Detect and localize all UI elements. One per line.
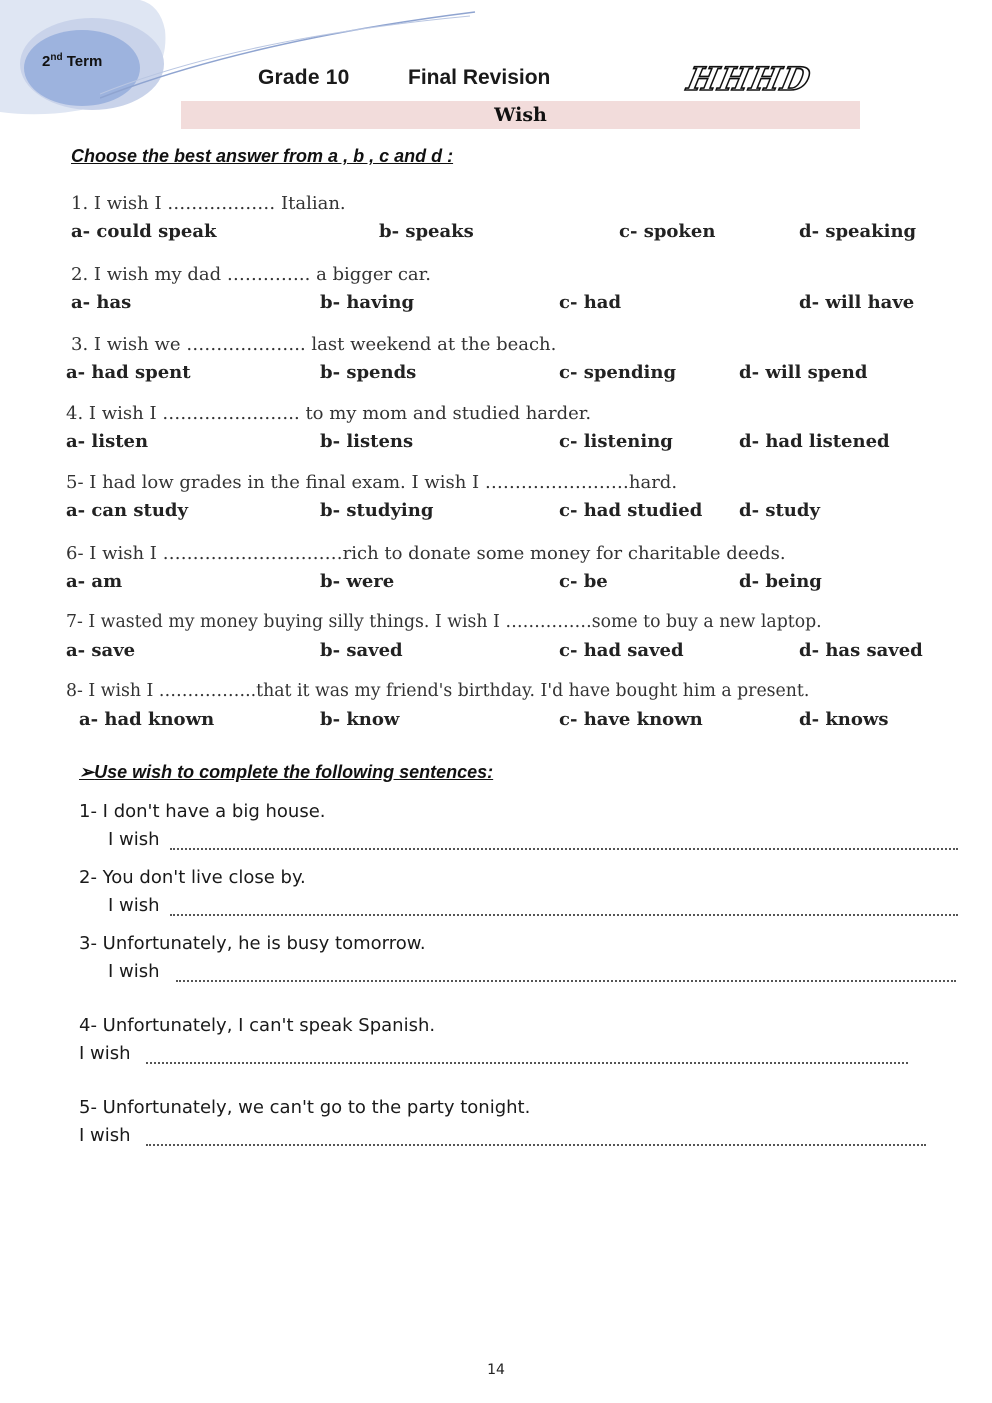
answer-line[interactable] bbox=[170, 834, 958, 850]
option-c: c- had bbox=[559, 292, 622, 313]
option-c: c- have known bbox=[559, 709, 703, 730]
option-d: d- being bbox=[739, 571, 822, 592]
topic-bar bbox=[181, 101, 860, 129]
grade-label: Grade 10 bbox=[258, 66, 350, 89]
option-b: b- were bbox=[320, 571, 395, 592]
item-prompt: I wish bbox=[108, 895, 160, 916]
question-stem: 3. I wish we ……………….. last weekend at the beach. bbox=[71, 334, 557, 355]
option-b: b- listens bbox=[320, 431, 414, 452]
answer-line[interactable] bbox=[146, 1130, 926, 1146]
section1-instruction: Choose the best answer from a , b , c and d : bbox=[71, 146, 454, 166]
option-d: d- knows bbox=[799, 709, 889, 730]
term-label: 2nd Term bbox=[42, 52, 103, 70]
item-prompt: I wish bbox=[79, 1125, 131, 1146]
option-b: b- know bbox=[320, 709, 400, 730]
question-stem: 6- I wish I …………………………rich to donate some money for charitable deeds. bbox=[66, 543, 786, 564]
option-d: d- study bbox=[739, 500, 820, 521]
question-stem: 2. I wish my dad ………….. a bigger car. bbox=[71, 264, 431, 285]
option-a: a- can study bbox=[66, 500, 188, 521]
option-c: c- had saved bbox=[559, 640, 684, 661]
option-d: d- has saved bbox=[799, 640, 923, 661]
section2-instruction: ➢Use wish to complete the following sentences: bbox=[79, 762, 494, 782]
option-b: b- studying bbox=[320, 500, 434, 521]
page-number: 14 bbox=[487, 1362, 505, 1378]
question-stem: 1. I wish I ……………… Italian. bbox=[71, 193, 346, 214]
item-sentence: 2- You don't live close by. bbox=[79, 867, 306, 888]
option-d: d- had listened bbox=[739, 431, 890, 452]
topic-title: Wish bbox=[494, 104, 547, 126]
option-a: a- save bbox=[66, 640, 136, 661]
option-c: c- spending bbox=[559, 362, 677, 383]
question-stem: 5- I had low grades in the final exam. I wish I ……………………hard. bbox=[66, 472, 678, 493]
option-a: a- has bbox=[71, 292, 132, 313]
item-sentence: 4- Unfortunately, I can't speak Spanish. bbox=[79, 1015, 436, 1036]
option-b: b- speaks bbox=[379, 221, 474, 242]
option-b: b- spends bbox=[320, 362, 417, 383]
answer-line[interactable] bbox=[146, 1048, 908, 1064]
answer-line[interactable] bbox=[170, 900, 958, 916]
option-d: d- will spend bbox=[739, 362, 868, 383]
question-stem: 4. I wish I ………………….. to my mom and studied harder. bbox=[66, 403, 592, 424]
option-d: d- speaking bbox=[799, 221, 917, 242]
option-c: c- listening bbox=[559, 431, 673, 452]
option-b: b- saved bbox=[320, 640, 403, 661]
option-c: c- spoken bbox=[619, 221, 716, 242]
option-a: a- could speak bbox=[71, 221, 217, 242]
item-sentence: 5- Unfortunately, we can't go to the party tonight. bbox=[79, 1097, 531, 1118]
option-a: a- listen bbox=[66, 431, 149, 452]
option-b: b- having bbox=[320, 292, 415, 313]
option-d: d- will have bbox=[799, 292, 915, 313]
item-sentence: 1- I don't have a big house. bbox=[79, 801, 326, 822]
option-a: a- had spent bbox=[66, 362, 191, 383]
revision-title: Final Revision bbox=[408, 66, 551, 89]
option-a: a- am bbox=[66, 571, 123, 592]
option-a: a- had known bbox=[79, 709, 215, 730]
item-prompt: I wish bbox=[108, 961, 160, 982]
item-prompt: I wish bbox=[108, 829, 160, 850]
option-c: c- be bbox=[559, 571, 608, 592]
question-stem: 7- I wasted my money buying silly things. I wish I ……………some to buy a new laptop. bbox=[66, 612, 822, 632]
arrow-bullet-icon: ➢ bbox=[79, 762, 95, 782]
question-stem: 8- I wish I ……………..that it was my friend's birthday. I'd have bought him a present. bbox=[66, 681, 810, 701]
hhhd-logo: HHHD bbox=[683, 60, 815, 98]
option-c: c- had studied bbox=[559, 500, 703, 521]
answer-line[interactable] bbox=[176, 966, 956, 982]
item-prompt: I wish bbox=[79, 1043, 131, 1064]
item-sentence: 3- Unfortunately, he is busy tomorrow. bbox=[79, 933, 426, 954]
